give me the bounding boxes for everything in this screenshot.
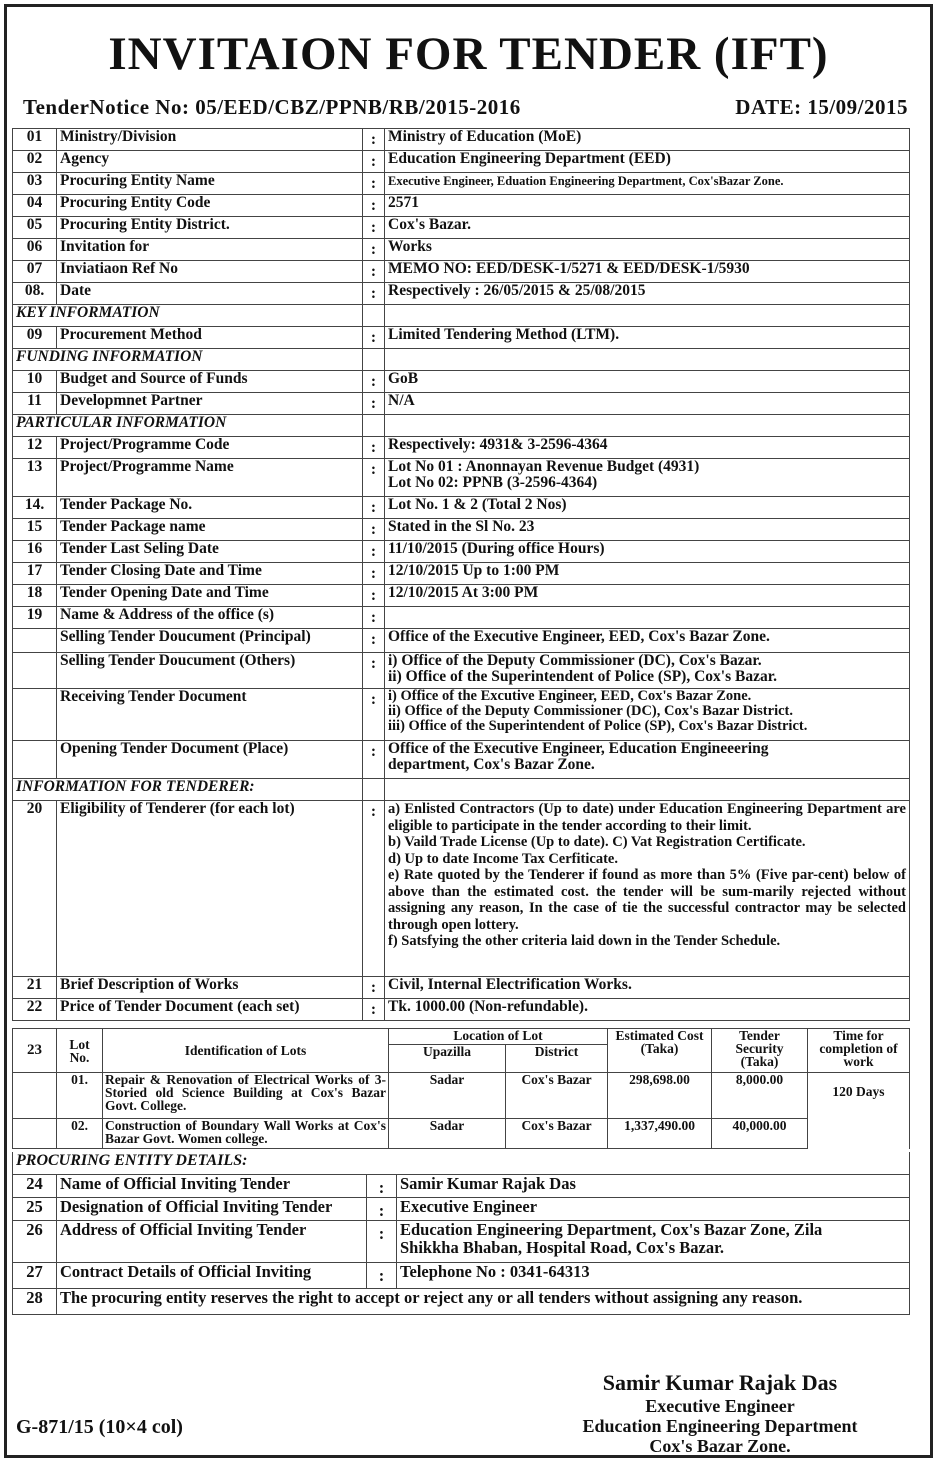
row-value: Executive Engineer bbox=[397, 1197, 910, 1220]
row-number: 21 bbox=[13, 977, 57, 999]
row-value: Office of the Executive Engineer, EED, Cox's Bazar Zone. bbox=[385, 629, 910, 653]
colon-separator: : bbox=[363, 261, 385, 283]
row-number: 17 bbox=[13, 563, 57, 585]
row-label: Budget and Source of Funds bbox=[57, 371, 363, 393]
section-heading: INFORMATION FOR TENDERER: bbox=[13, 779, 363, 801]
colon-separator: : bbox=[363, 801, 385, 977]
row-number: 08. bbox=[13, 283, 57, 305]
colon-separator: : bbox=[363, 283, 385, 305]
row-label: Inviatiaon Ref No bbox=[57, 261, 363, 283]
row-value: 2571 bbox=[385, 195, 910, 217]
colon-separator: : bbox=[363, 195, 385, 217]
row-value: Education Engineering Department (EED) bbox=[385, 151, 910, 173]
row-value: Lot No. 1 & 2 (Total 2 Nos) bbox=[385, 497, 910, 519]
row-value: N/A bbox=[385, 393, 910, 415]
colon-separator: : bbox=[363, 519, 385, 541]
lot-estimated-cost: 298,698.00 bbox=[608, 1073, 712, 1119]
column-header-estimated-cost: Estimated Cost (Taka) bbox=[608, 1029, 712, 1073]
reservation-statement: The procuring entity reserves the right to accept or reject any or all tenders without assigning any reason. bbox=[57, 1288, 910, 1314]
row-value: Works bbox=[385, 239, 910, 261]
row-label: Designation of Official Inviting Tender bbox=[57, 1197, 367, 1220]
row-value: MEMO NO: EED/DESK-1/5271 & EED/DESK-1/5930 bbox=[385, 261, 910, 283]
colon-separator: : bbox=[363, 393, 385, 415]
column-header-location: Location of Lot bbox=[389, 1029, 608, 1045]
row-label: Price of Tender Document (each set) bbox=[57, 999, 363, 1021]
row-number: 28 bbox=[13, 1288, 57, 1314]
signatory-department: Education Engineering Department bbox=[582, 1416, 858, 1436]
table-row bbox=[13, 1119, 910, 1149]
lot-tender-security: 8,000.00 bbox=[712, 1073, 808, 1119]
section-heading: KEY INFORMATION bbox=[13, 305, 363, 327]
lot-district: Cox's Bazar bbox=[506, 1119, 608, 1149]
tender-notice-number: TenderNotice No: 05/EED/CBZ/PPNB/RB/2015-2016 bbox=[23, 95, 521, 119]
row-value bbox=[385, 459, 910, 497]
row-label: Procuring Entity District. bbox=[57, 217, 363, 239]
colon-separator: : bbox=[363, 741, 385, 779]
colon-separator: : bbox=[363, 239, 385, 261]
colon-separator: : bbox=[363, 689, 385, 741]
colon-separator: : bbox=[363, 129, 385, 151]
table-row bbox=[13, 977, 910, 999]
row-number: 19 bbox=[13, 607, 57, 629]
table-row bbox=[13, 999, 910, 1021]
value-line: i) Office of the Deputy Commissioner (DC), Cox's Bazar. bbox=[388, 652, 762, 669]
row-value: Stated in the Sl No. 23 bbox=[385, 519, 910, 541]
lot-upazilla: Sadar bbox=[389, 1073, 506, 1119]
row-label: Tender Opening Date and Time bbox=[57, 585, 363, 607]
row-label: Date bbox=[57, 283, 363, 305]
signatory-zone: Cox's Bazar Zone. bbox=[649, 1436, 791, 1456]
table-row bbox=[13, 1073, 910, 1119]
colon-separator: : bbox=[363, 497, 385, 519]
row-number: 16 bbox=[13, 541, 57, 563]
table-row bbox=[13, 283, 910, 305]
table-row bbox=[13, 585, 910, 607]
row-number: 18 bbox=[13, 585, 57, 607]
row-label: Eligibility of Tenderer (for each lot) bbox=[57, 801, 363, 977]
row-label: Contract Details of Official Inviting bbox=[57, 1262, 367, 1288]
colon-separator: : bbox=[367, 1197, 397, 1220]
row-label: Brief Description of Works bbox=[57, 977, 363, 999]
lot-upazilla: Sadar bbox=[389, 1119, 506, 1149]
column-header-lot-no: Lot No. bbox=[57, 1029, 103, 1073]
row-number: 22 bbox=[13, 999, 57, 1021]
value-line: ii) Office of the Superintendent of Police (SP), Cox's Bazar. bbox=[388, 668, 778, 685]
lot-number: 01. bbox=[57, 1073, 103, 1119]
table-row bbox=[13, 497, 910, 519]
colon-separator: : bbox=[363, 459, 385, 497]
colon-separator: : bbox=[363, 999, 385, 1021]
row-label: Opening Tender Document (Place) bbox=[57, 741, 363, 779]
section-row bbox=[13, 1152, 910, 1174]
table-row bbox=[13, 1197, 910, 1220]
colon-separator: : bbox=[363, 327, 385, 349]
section-row bbox=[13, 779, 910, 801]
row-label: Receiving Tender Document bbox=[57, 689, 363, 741]
section-row bbox=[13, 349, 910, 371]
row-value bbox=[385, 689, 910, 741]
row-value: Ministry of Education (MoE) bbox=[385, 129, 910, 151]
table-row bbox=[13, 1262, 910, 1288]
colon-separator: : bbox=[363, 629, 385, 653]
row-label: Procuring Entity Code bbox=[57, 195, 363, 217]
row-value: Samir Kumar Rajak Das bbox=[397, 1174, 910, 1197]
section-heading: PARTICULAR INFORMATION bbox=[13, 415, 363, 437]
table-row bbox=[13, 1220, 910, 1262]
table-row bbox=[13, 801, 910, 977]
row-number: 11 bbox=[13, 393, 57, 415]
colon-separator: : bbox=[363, 151, 385, 173]
table-row bbox=[13, 371, 910, 393]
row-label: Address of Official Inviting Tender bbox=[57, 1220, 367, 1262]
row-value: Telephone No : 0341-64313 bbox=[397, 1262, 910, 1288]
column-header-completion-time: Time for completion of work bbox=[808, 1029, 910, 1073]
table-row bbox=[13, 239, 910, 261]
table-row bbox=[13, 129, 910, 151]
section-heading: PROCURING ENTITY DETAILS: bbox=[13, 1152, 910, 1174]
table-row bbox=[13, 327, 910, 349]
table-row bbox=[13, 459, 910, 497]
table-header-row bbox=[13, 1029, 910, 1045]
lot-tender-security: 40,000.00 bbox=[712, 1119, 808, 1149]
colon-separator: : bbox=[367, 1220, 397, 1262]
table-row bbox=[13, 217, 910, 239]
colon-separator: : bbox=[363, 371, 385, 393]
table-row bbox=[13, 261, 910, 283]
value-line: ii) Office of the Deputy Commissioner (DC), Cox's Bazar District. bbox=[388, 703, 793, 719]
row-value: Limited Tendering Method (LTM). bbox=[385, 327, 910, 349]
notice-date: DATE: 15/09/2015 bbox=[735, 95, 908, 119]
row-label: Name & Address of the office (s) bbox=[57, 607, 363, 629]
row-number: 10 bbox=[13, 371, 57, 393]
lot-district: Cox's Bazar bbox=[506, 1073, 608, 1119]
value-line: Lot No 02: PPNB (3-2596-4364) bbox=[388, 474, 598, 491]
row-value: Executive Engineer, Eduation Engineering Department, Cox'sBazar Zone. bbox=[385, 173, 910, 195]
row-label: Project/Programme Name bbox=[57, 459, 363, 497]
page-title: INVITAION FOR TENDER (IFT) bbox=[108, 28, 829, 80]
row-number: 15 bbox=[13, 519, 57, 541]
colon-separator: : bbox=[363, 977, 385, 999]
value-line: department, Cox's Bazar Zone. bbox=[388, 756, 595, 773]
value-line: Education Engineering Department, Cox's Bazar Zone, Zila bbox=[400, 1220, 823, 1239]
colon-separator: : bbox=[367, 1262, 397, 1288]
row-number: 02 bbox=[13, 151, 57, 173]
row-label: Selling Tender Doucument (Others) bbox=[57, 653, 363, 689]
table-row bbox=[13, 1174, 910, 1197]
row-value bbox=[385, 741, 910, 779]
row-label: Tender Package No. bbox=[57, 497, 363, 519]
lot-identification: Repair & Renovation of Electrical Works of 3-Storied old Science Building at Cox's Bazar Govt. College. bbox=[103, 1073, 389, 1119]
table-row bbox=[13, 393, 910, 415]
table-row bbox=[13, 437, 910, 459]
row-number: 24 bbox=[13, 1174, 57, 1197]
row-label: Tender Closing Date and Time bbox=[57, 563, 363, 585]
row-number: 07 bbox=[13, 261, 57, 283]
value-line: i) Office of the Excutive Engineer, EED, Cox's Bazar Zone. bbox=[388, 688, 752, 704]
completion-time: 120 Days bbox=[808, 1073, 910, 1149]
colon-separator: : bbox=[363, 653, 385, 689]
lot-identification: Construction of Boundary Wall Works at Cox's Bazar Govt. Women college. bbox=[103, 1119, 389, 1149]
row-value: 12/10/2015 Up to 1:00 PM bbox=[385, 563, 910, 585]
value-line: Shikkha Bhaban, Hospital Road, Cox's Bazar. bbox=[400, 1237, 724, 1257]
section-row bbox=[13, 415, 910, 437]
table-row bbox=[13, 563, 910, 585]
colon-separator: : bbox=[363, 585, 385, 607]
colon-separator: : bbox=[363, 541, 385, 563]
row-label: Procurement Method bbox=[57, 327, 363, 349]
lots-table bbox=[12, 1028, 910, 1149]
row-label: Developmnet Partner bbox=[57, 393, 363, 415]
column-header-upazilla: Upazilla bbox=[389, 1045, 506, 1073]
tender-info-table bbox=[12, 128, 910, 1021]
procuring-entity-table bbox=[12, 1152, 910, 1315]
section-row bbox=[13, 305, 910, 327]
lot-estimated-cost: 1,337,490.00 bbox=[608, 1119, 712, 1149]
row-number: 09 bbox=[13, 327, 57, 349]
row-value: 12/10/2015 At 3:00 PM bbox=[385, 585, 910, 607]
row-value: Cox's Bazar. bbox=[385, 217, 910, 239]
value-line: Office of the Executive Engineer, Education Engineeering bbox=[388, 740, 769, 757]
column-header-tender-security: Tender Security (Taka) bbox=[712, 1029, 808, 1073]
colon-separator: : bbox=[363, 437, 385, 459]
table-row bbox=[13, 607, 910, 629]
table-row bbox=[13, 741, 910, 779]
row-number: 13 bbox=[13, 459, 57, 497]
row-number: 06 bbox=[13, 239, 57, 261]
colon-separator: : bbox=[363, 563, 385, 585]
row-label: Name of Official Inviting Tender bbox=[57, 1174, 367, 1197]
row-number: 12 bbox=[13, 437, 57, 459]
signature-block bbox=[540, 1370, 900, 1456]
table-row bbox=[13, 629, 910, 653]
lot-number: 02. bbox=[57, 1119, 103, 1149]
row-number: 26 bbox=[13, 1220, 57, 1262]
row-value: GoB bbox=[385, 371, 910, 393]
row-label: Tender Last Seling Date bbox=[57, 541, 363, 563]
column-header-identification: Identification of Lots bbox=[103, 1029, 389, 1073]
column-header-district: District bbox=[506, 1045, 608, 1073]
row-label: Procuring Entity Name bbox=[57, 173, 363, 195]
row-number: 25 bbox=[13, 1197, 57, 1220]
row-number: 01 bbox=[13, 129, 57, 151]
row-number: 14. bbox=[13, 497, 57, 519]
table-row bbox=[13, 519, 910, 541]
row-label: Tender Package name bbox=[57, 519, 363, 541]
row-label: Project/Programme Code bbox=[57, 437, 363, 459]
signatory-name: Samir Kumar Rajak Das bbox=[602, 1370, 838, 1395]
table-row bbox=[13, 195, 910, 217]
row-label: Selling Tender Doucument (Principal) bbox=[57, 629, 363, 653]
row-value: Civil, Internal Electrification Works. bbox=[385, 977, 910, 999]
colon-separator: : bbox=[367, 1174, 397, 1197]
value-line: iii) Office of the Superintendent of Police (SP), Cox's Bazar District. bbox=[388, 718, 808, 734]
row-number: 23 bbox=[13, 1029, 57, 1073]
row-number: 05 bbox=[13, 217, 57, 239]
row-value bbox=[385, 653, 910, 689]
value-line: Lot No 01 : Anonnayan Revenue Budget (4931) bbox=[388, 458, 700, 475]
publication-code: G-871/15 (10×4 col) bbox=[16, 1416, 183, 1438]
table-row bbox=[13, 1288, 910, 1314]
row-value bbox=[397, 1220, 910, 1262]
table-row bbox=[13, 653, 910, 689]
signatory-designation: Executive Engineer bbox=[645, 1396, 795, 1416]
row-label: Ministry/Division bbox=[57, 129, 363, 151]
row-value: Respectively : 26/05/2015 & 25/08/2015 bbox=[385, 283, 910, 305]
section-heading: FUNDING INFORMATION bbox=[13, 349, 363, 371]
table-row bbox=[13, 541, 910, 563]
table-row bbox=[13, 173, 910, 195]
row-value: Tk. 1000.00 (Non-refundable). bbox=[385, 999, 910, 1021]
row-label: Agency bbox=[57, 151, 363, 173]
row-number: 03 bbox=[13, 173, 57, 195]
table-row bbox=[13, 689, 910, 741]
table-row bbox=[13, 151, 910, 173]
row-number: 04 bbox=[13, 195, 57, 217]
row-number: 27 bbox=[13, 1262, 57, 1288]
row-number: 20 bbox=[13, 801, 57, 977]
row-value: Respectively: 4931& 3-2596-4364 bbox=[385, 437, 910, 459]
colon-separator: : bbox=[363, 607, 385, 629]
row-value: 11/10/2015 (During office Hours) bbox=[385, 541, 910, 563]
colon-separator: : bbox=[363, 173, 385, 195]
row-value: a) Enlisted Contractors (Up to date) under Education Engineering Department are eligible to participate in the tender according to their limit. b) Vaild Trade License (Up to date). C) Vat Registration Certificate. d) Up to date Income Tax Cerfiticate. e) Rate quoted by the Tenderer if found as more than 5% (Five par-cent) below of above than the estimated cost. the tender will be sum-marily rejected without assigning any reason, In the case of tie the successful contractor may be selected through open lottery. f) Satsfying the other criteria laid down in the Tender Schedule. bbox=[385, 801, 910, 977]
row-label: Invitation for bbox=[57, 239, 363, 261]
colon-separator: : bbox=[363, 217, 385, 239]
